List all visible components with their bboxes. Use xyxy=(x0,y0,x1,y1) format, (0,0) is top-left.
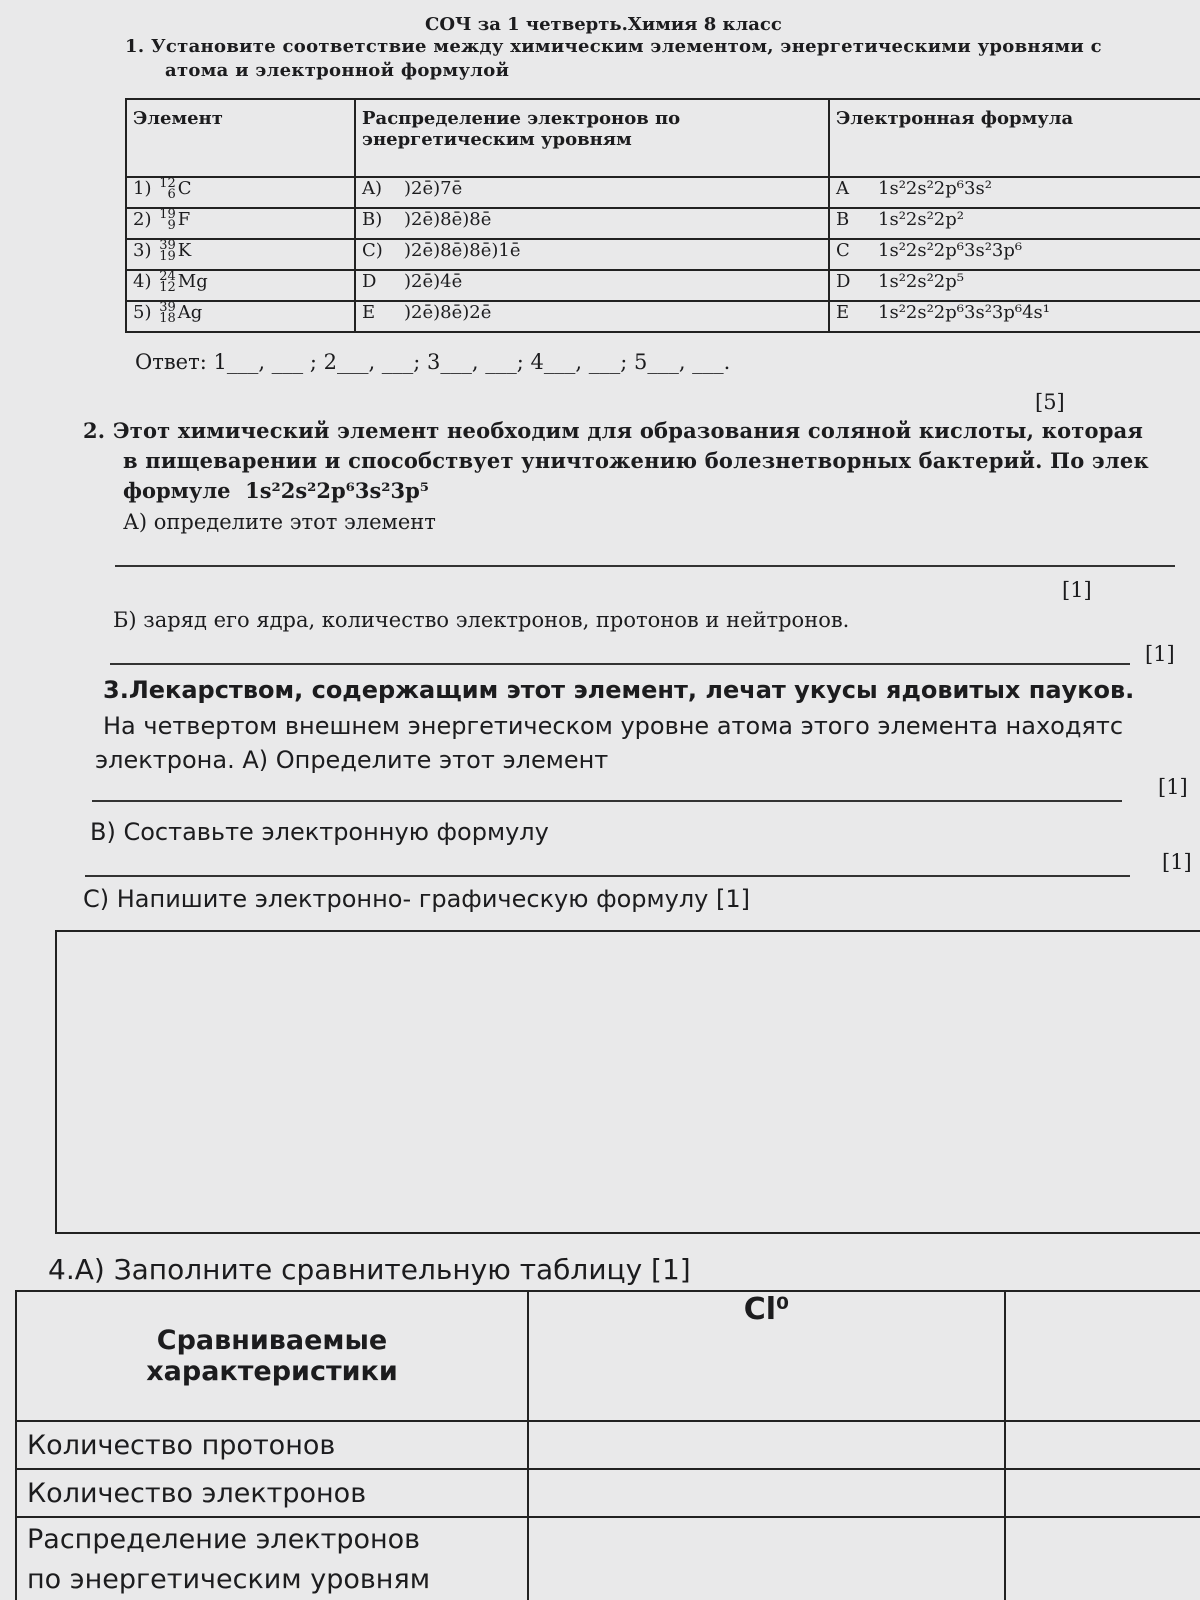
header-empty-cell[interactable] xyxy=(1005,1291,1200,1421)
table-row xyxy=(16,1469,1200,1517)
table-row xyxy=(126,208,1200,239)
q3-text-line3: электрона. А) Определите этот элемент xyxy=(95,746,609,774)
comparison-table xyxy=(15,1290,1200,1600)
element-cell: 4) 24 12 Mg xyxy=(126,270,355,301)
answer-cell[interactable] xyxy=(1005,1421,1200,1469)
distribution-cell: B) )2ē)8ē)8ē xyxy=(355,208,829,239)
table-row xyxy=(16,1517,1200,1600)
distribution-cell: A) )2ē)7ē xyxy=(355,177,829,208)
q3-a-points: [1] xyxy=(1158,775,1188,799)
distribution-cell: E )2ē)8ē)2ē xyxy=(355,301,829,332)
q3-b-text: В) Составьте электронную формулу xyxy=(90,818,549,846)
q2-b-text: Б) заряд его ядра, количество электронов, протонов и нейтронов. xyxy=(113,608,850,632)
answer-cell[interactable] xyxy=(528,1421,1005,1469)
q2-b-answer-line[interactable] xyxy=(110,663,1130,665)
header-element: Элемент xyxy=(126,99,355,177)
q2-b-points: [1] xyxy=(1145,642,1175,666)
matching-table xyxy=(125,98,1200,333)
table-row xyxy=(126,177,1200,208)
formula-cell: E 1s²2s²2p⁶3s²3p⁶4s¹ xyxy=(829,301,1200,332)
answer-cell[interactable] xyxy=(1005,1517,1200,1600)
q3-a-answer-line[interactable] xyxy=(92,800,1122,802)
table-row xyxy=(126,239,1200,270)
table-row xyxy=(16,1421,1200,1469)
q3-text-line2: На четвертом внешнем энергетическом уровне атома этого элемента находятс xyxy=(103,712,1124,740)
header-distribution: Распределение электронов по энергетическим уровням xyxy=(355,99,829,177)
distribution-cell: D )2ē)4ē xyxy=(355,270,829,301)
q1-answer-line: Ответ: 1___, ___ ; 2___, ___; 3___, ___; 4___, ___; 5___, ___. xyxy=(135,350,731,374)
header-characteristics: Сравниваемые характеристики xyxy=(16,1291,528,1421)
formula-cell: D 1s²2s²2p⁵ xyxy=(829,270,1200,301)
row-label: Количество электронов xyxy=(16,1469,528,1517)
row-label: Распределение электронов по энергетическим уровням xyxy=(16,1517,528,1600)
q3-b-points: [1] xyxy=(1162,850,1192,874)
q3-c-text: С) Напишите электронно- графическую формулу [1] xyxy=(83,885,751,913)
distribution-cell: C) )2ē)8ē)8ē)1ē xyxy=(355,239,829,270)
q3-text-line1: 3.Лекарством, содержащим этот элемент, лечат укусы ядовитых пауков. xyxy=(103,676,1135,704)
q3-c-drawing-box[interactable] xyxy=(55,930,1200,1234)
q1-text-line1: 1. Установите соответствие между химическим элементом, энергетическими уровнями с xyxy=(125,36,1102,57)
table-row xyxy=(126,301,1200,332)
q2-text-line1: 2. Этот химический элемент необходим для образования соляной кислоты, которая xyxy=(83,418,1144,443)
q1-text-line2: атома и электронной формулой xyxy=(165,60,510,81)
header-cl0: Cl⁰ xyxy=(528,1291,1005,1421)
formula-cell: B 1s²2s²2p² xyxy=(829,208,1200,239)
q2-a-answer-line[interactable] xyxy=(115,565,1175,567)
page-title: СОЧ за 1 четверть.Химия 8 класс xyxy=(425,14,782,35)
header-formula: Электронная формула xyxy=(829,99,1200,177)
element-cell: 5) 39 18 Ag xyxy=(126,301,355,332)
q4-title: 4.А) Заполните сравнительную таблицу [1] xyxy=(48,1253,691,1286)
answer-cell[interactable] xyxy=(528,1517,1005,1600)
element-cell: 1) 12 6 C xyxy=(126,177,355,208)
table-row xyxy=(126,270,1200,301)
comparison-table-header xyxy=(16,1291,1200,1421)
q2-formula: 1s²2s²2p⁶3s²3p⁵ xyxy=(245,478,429,503)
q1-points: [5] xyxy=(1035,390,1065,414)
q2-a-text: А) определите этот элемент xyxy=(123,510,436,534)
matching-table-header xyxy=(126,99,1200,177)
row-label: Количество протонов xyxy=(16,1421,528,1469)
formula-cell: C 1s²2s²2p⁶3s²3p⁶ xyxy=(829,239,1200,270)
answer-cell[interactable] xyxy=(528,1469,1005,1517)
answer-cell[interactable] xyxy=(1005,1469,1200,1517)
element-cell: 3) 39 19 K xyxy=(126,239,355,270)
element-cell: 2) 19 9 F xyxy=(126,208,355,239)
q2-text-line2: в пищеварении и способствует уничтожению болезнетворных бактерий. По элек xyxy=(123,448,1149,473)
q2-text-line3: формуле 1s²2s²2p⁶3s²3p⁵ xyxy=(123,478,429,503)
formula-cell: A 1s²2s²2p⁶3s² xyxy=(829,177,1200,208)
q2-a-points: [1] xyxy=(1062,578,1092,602)
q3-b-answer-line[interactable] xyxy=(85,875,1130,877)
